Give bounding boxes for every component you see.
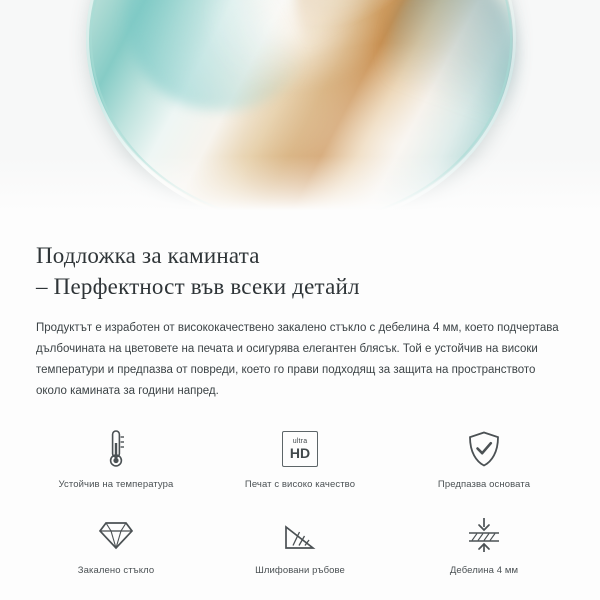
description-paragraph: Продуктът е изработен от висококачествено закалено стъкло с дебелина 4 мм, което подчертава дълбочината на цветовете на печата и осигурява елегантен блясък. Той е устойчив на високи температури и предпазва от повреди, което го прави подходящ за защита на пространството около камината за години напред. xyxy=(36,322,559,397)
feature-grid xyxy=(0,428,600,576)
description-content xyxy=(0,226,600,402)
diamond-icon xyxy=(98,514,134,556)
feature-label: Закалено стъкло xyxy=(77,565,155,576)
shield-check-icon xyxy=(467,428,501,470)
feature-label: Шлифовани ръбове xyxy=(255,565,345,576)
feature-item-surface-protection xyxy=(392,428,576,490)
hero-bottom-fade xyxy=(0,156,600,226)
feature-item-polished-edges xyxy=(208,514,392,576)
thickness-icon xyxy=(466,514,502,556)
feature-item-tempered-glass xyxy=(24,514,208,576)
feature-label: Предпазва основата xyxy=(437,479,531,490)
thermometer-icon xyxy=(106,428,126,470)
feature-item-thickness xyxy=(392,514,576,576)
page-title-line-1: Подложка за камината xyxy=(36,243,260,268)
feature-item-print-quality xyxy=(208,428,392,490)
page-title-line-2: – Перфектност във всеки детайл xyxy=(36,274,360,299)
ultra-hd-badge-bottom: HD xyxy=(289,445,311,461)
page-title xyxy=(36,240,564,302)
feature-item-temperature-resistant xyxy=(24,428,208,490)
ultra-hd-badge-top: ultra xyxy=(292,438,308,445)
feature-label: Печат с високо качество xyxy=(244,479,356,490)
ultra-hd-icon xyxy=(282,428,318,470)
feature-label: Устойчив на температура xyxy=(58,479,174,490)
hero-image xyxy=(0,0,600,226)
board-dark-streak xyxy=(386,0,516,150)
feature-label: Дебелина 4 мм xyxy=(449,565,519,576)
polished-edges-icon xyxy=(282,514,318,556)
